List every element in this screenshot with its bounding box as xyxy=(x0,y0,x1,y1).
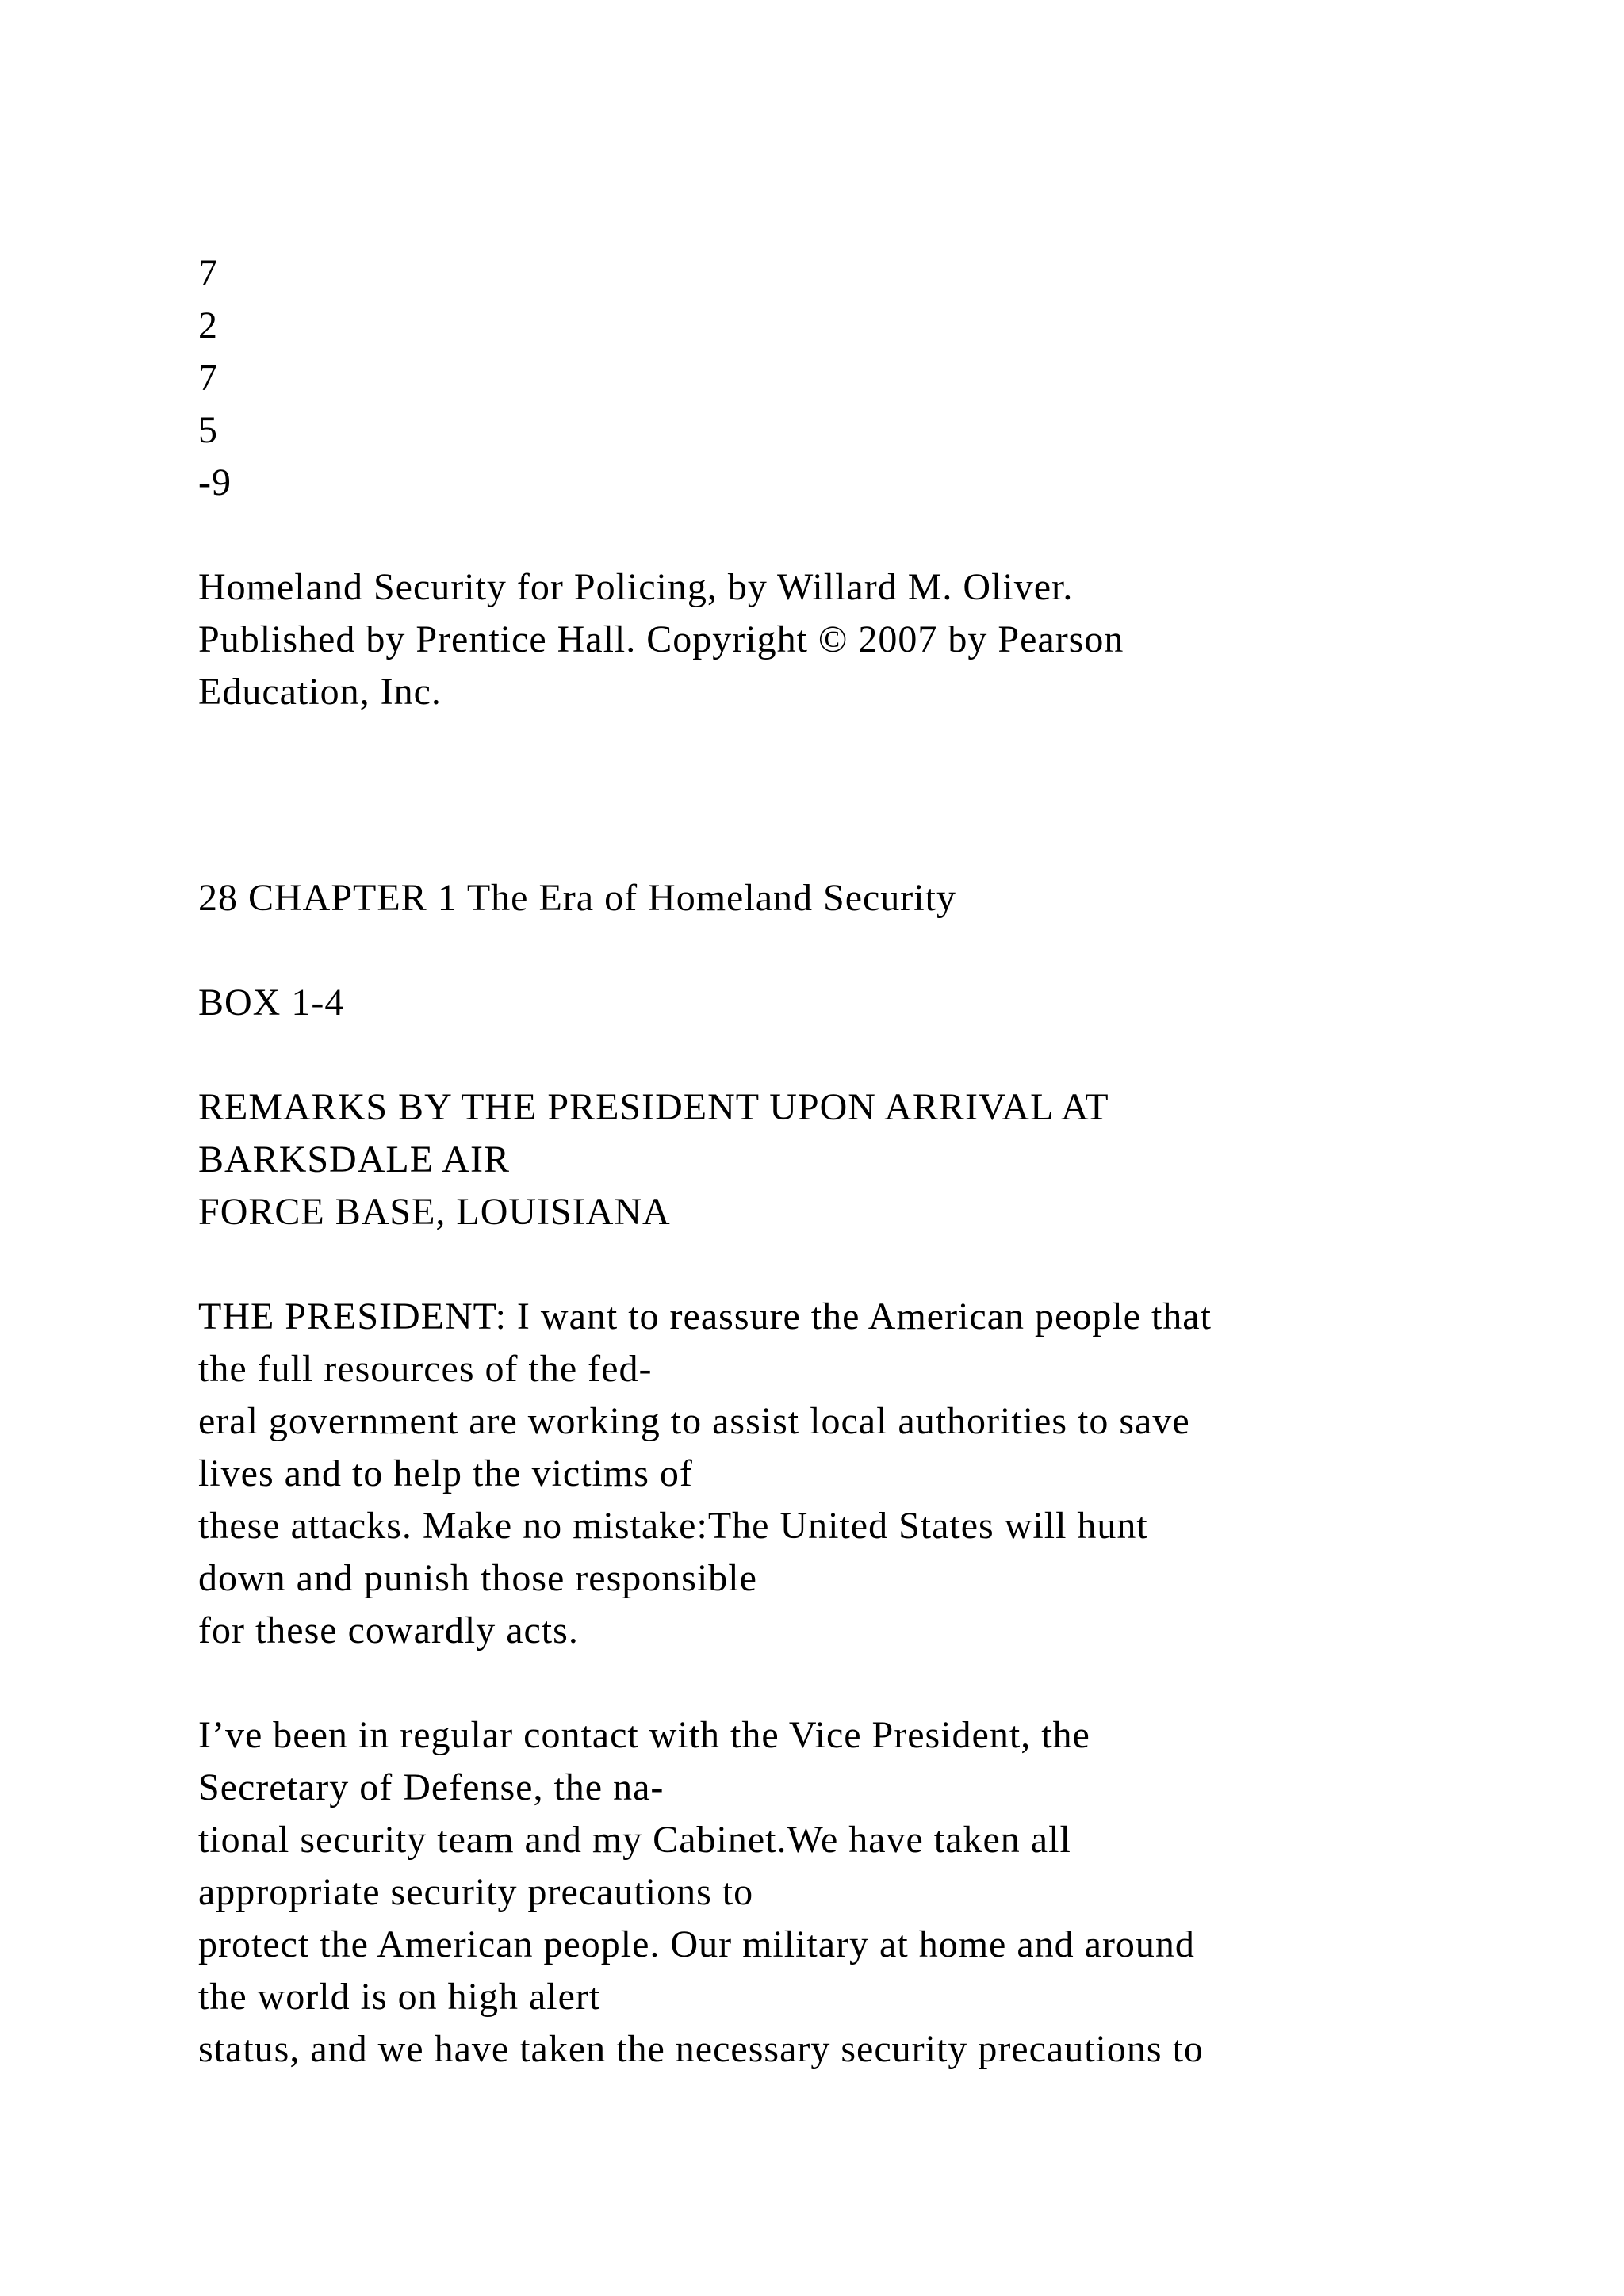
box-title-line: FORCE BASE, LOUISIANA xyxy=(198,1191,671,1233)
page-number-digit: 2 xyxy=(198,304,218,346)
running-head xyxy=(198,872,1546,924)
page-number-digit: 5 xyxy=(198,409,218,451)
box-title-line: REMARKS BY THE PRESIDENT UPON ARRIVAL AT xyxy=(198,1086,1109,1128)
paragraph-line: status, and we have taken the necessary security precautions to xyxy=(198,2028,1204,2070)
page-number-digit: 7 xyxy=(198,357,218,399)
citation xyxy=(198,561,1546,718)
paragraph-line: appropriate security precautions to xyxy=(198,1871,754,1913)
paragraph-2 xyxy=(198,1709,1546,2076)
page-number-digit: 7 xyxy=(198,252,218,294)
paragraph-line: the world is on high alert xyxy=(198,1976,601,2018)
paragraph-line: I’ve been in regular contact with the Vice President, the xyxy=(198,1714,1090,1756)
paragraph-1 xyxy=(198,1291,1546,1657)
citation-line: Education, Inc. xyxy=(198,671,442,713)
box-title-line: BARKSDALE AIR xyxy=(198,1138,511,1181)
paragraph-line: eral government are working to assist local authorities to save xyxy=(198,1400,1190,1442)
paragraph-line: down and punish those responsible xyxy=(198,1557,757,1599)
box-label-text: BOX 1-4 xyxy=(198,982,345,1024)
page-number-stack xyxy=(198,247,1546,509)
box-title xyxy=(198,1081,1546,1238)
paragraph-line: protect the American people. Our military at home and around xyxy=(198,1923,1195,1965)
paragraph-line: these attacks. Make no mistake:The United States will hunt xyxy=(198,1505,1148,1547)
paragraph-line: THE PRESIDENT: I want to reassure the American people that xyxy=(198,1295,1212,1337)
paragraph-line: lives and to help the victims of xyxy=(198,1452,693,1494)
paragraph-line: tional security team and my Cabinet.We have taken all xyxy=(198,1819,1071,1861)
paragraph-line: Secretary of Defense, the na- xyxy=(198,1766,665,1808)
running-head-text: 28 CHAPTER 1 The Era of Homeland Security xyxy=(198,877,956,919)
page-number-digit: -9 xyxy=(198,461,232,503)
box-label xyxy=(198,977,1546,1029)
citation-line: Published by Prentice Hall. Copyright © 2007 by Pearson xyxy=(198,618,1124,660)
paragraph-line: the full resources of the fed- xyxy=(198,1348,653,1390)
paragraph-line: for these cowardly acts. xyxy=(198,1609,579,1651)
citation-line: Homeland Security for Policing, by Willard M. Oliver. xyxy=(198,566,1074,608)
